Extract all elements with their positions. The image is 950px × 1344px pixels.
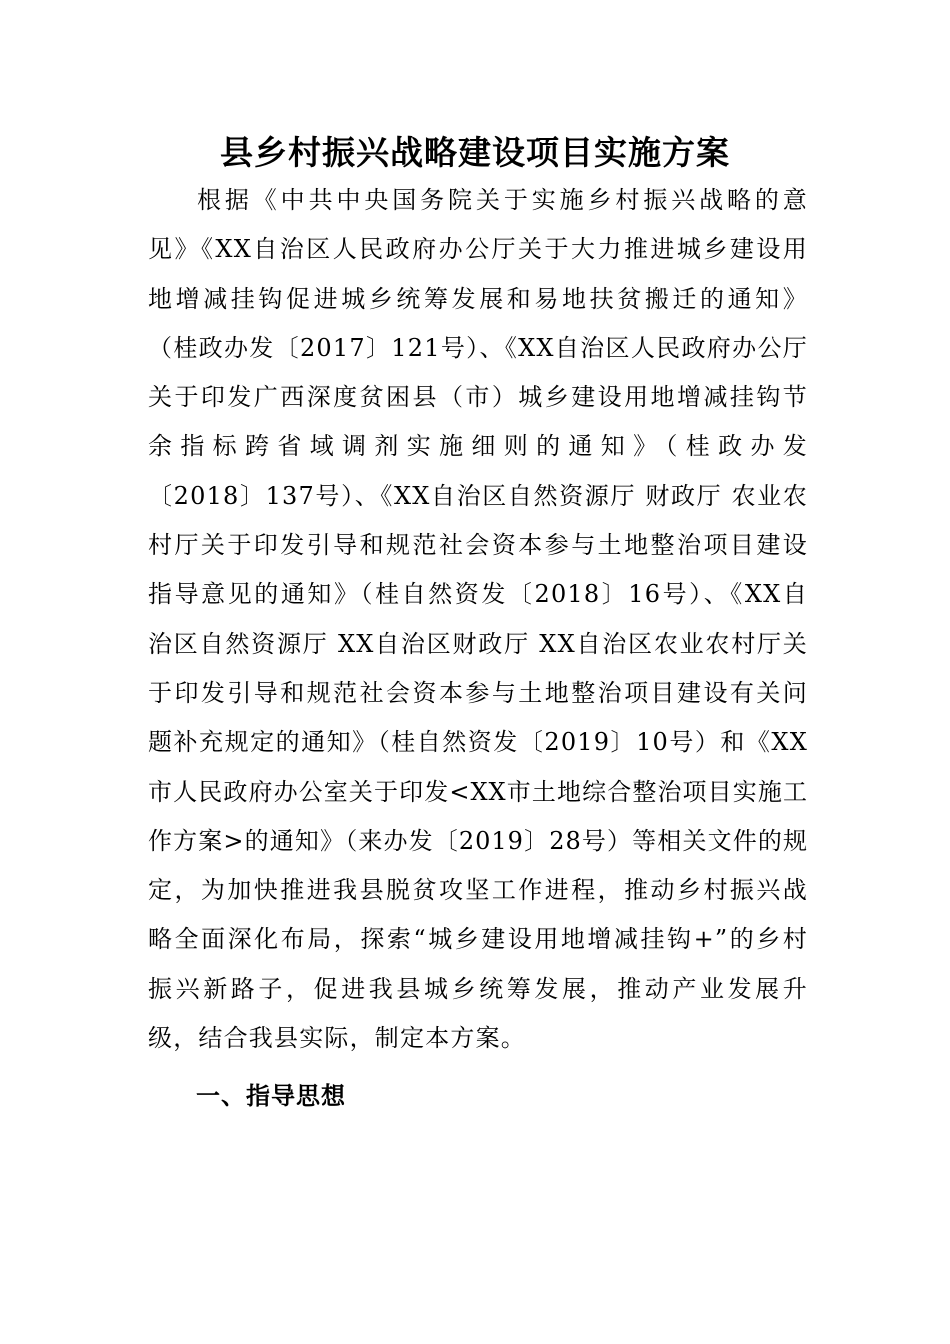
paragraph-line: 振兴新路子，促进我县城乡统筹发展，推动产业发展升 <box>148 974 808 1003</box>
paragraph-line: 作方案>的通知》（来办发〔2019〕28号）等相关文件的规 <box>148 826 808 855</box>
paragraph-line: （桂政办发〔2017〕121号）、《XX自治区人民政府办公厅 <box>148 333 808 362</box>
paragraph-line: 〔2018〕137号）、《XX自治区自然资源厅 财政厅 农业农 <box>148 481 808 510</box>
section-heading: 一、指导思想 <box>196 1082 346 1110</box>
paragraph-line: 指导意见的通知》（桂自然资发〔2018〕16号）、《XX自 <box>148 580 808 609</box>
paragraph-line: 根据《中共中央国务院关于实施乡村振兴战略的意 <box>197 186 808 214</box>
document-title: 县乡村振兴战略建设项目实施方案 <box>220 133 730 172</box>
paragraph-line: 于印发引导和规范社会资本参与土地整治项目建设有关问 <box>148 678 808 707</box>
paragraph-line: 地增减挂钩促进城乡统筹发展和易地扶贫搬迁的通知》 <box>148 284 808 313</box>
paragraph-line: 级，结合我县实际，制定本方案。 <box>148 1024 526 1053</box>
paragraph-line: 村厅关于印发引导和规范社会资本参与土地整治项目建设 <box>148 531 808 560</box>
paragraph-line: 余指标跨省域调剂实施细则的通知》（桂政办发 <box>148 432 808 461</box>
paragraph-line: 见》《XX自治区人民政府办公厅关于大力推进城乡建设用 <box>148 235 808 264</box>
paragraph-line: 市人民政府办公室关于印发<XX市土地综合整治项目实施工 <box>148 777 808 806</box>
paragraph-line: 题补充规定的通知》（桂自然资发〔2019〕10号）和《XX <box>148 728 808 757</box>
paragraph-line: 略全面深化布局，探索“城乡建设用地增减挂钩+”的乡村 <box>148 925 808 954</box>
intro-paragraph <box>148 176 808 1063</box>
paragraph-line: 定，为加快推进我县脱贫攻坚工作进程，推动乡村振兴战 <box>148 876 808 905</box>
paragraph-line: 治区自然资源厅 XX自治区财政厅 XX自治区农业农村厅关 <box>148 629 808 658</box>
paragraph-line: 关于印发广西深度贫困县（市）城乡建设用地增减挂钩节 <box>148 383 808 412</box>
